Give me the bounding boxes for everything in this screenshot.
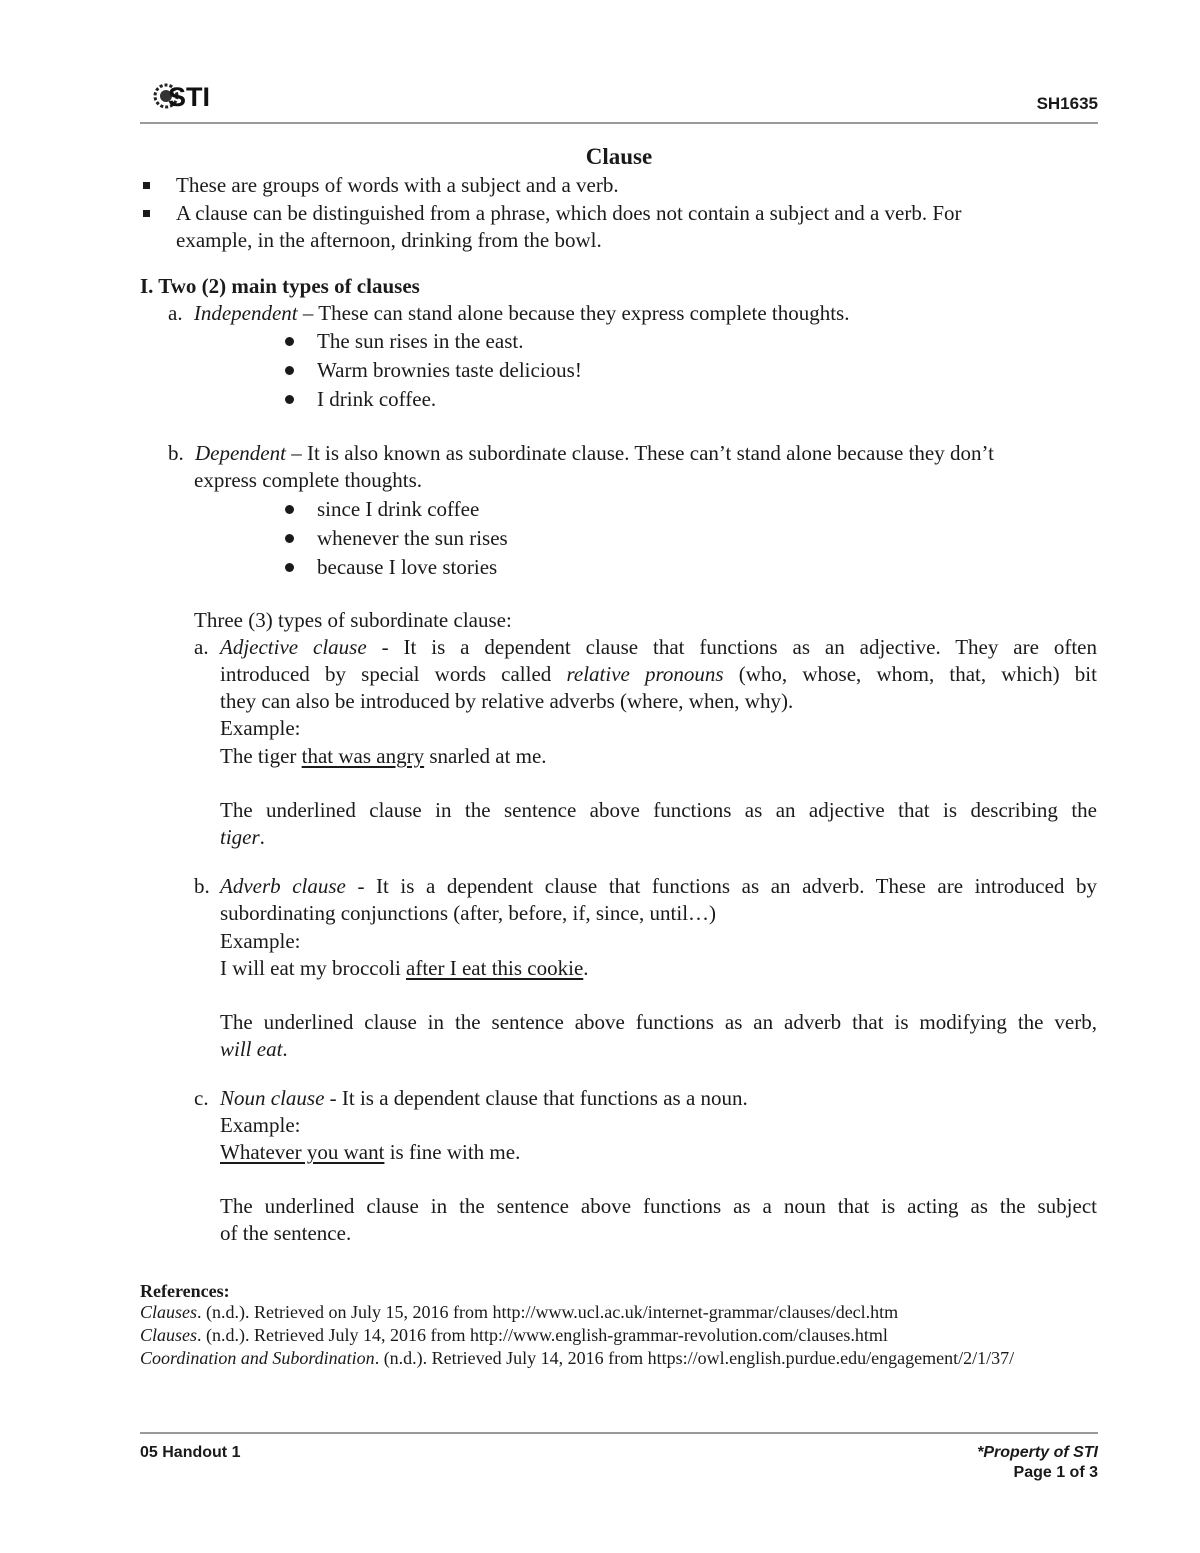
independent-example-2: Warm brownies taste delicious! [317,358,582,382]
bullet-dot-icon [285,563,294,572]
adjective-definition-line3: they can also be introduced by relative adverbs (where, when, why). [220,689,794,713]
list-letter: c. [194,1086,209,1110]
square-bullet-icon [143,182,150,189]
sti-logo [152,78,226,114]
independent-example-1: The sun rises in the east. [317,329,524,353]
adverb-definition-line1: Adverb clause - It is a dependent clause that functions as an adverb. These are introduced by [220,874,1097,898]
subordinate-intro: Three (3) types of subordinate clause: [194,608,512,632]
dependent-example-3: because I love stories [317,555,498,579]
bullet-dot-icon [285,505,294,514]
reference-item: Coordination and Subordination. (n.d.). Retrieved July 14, 2016 from https://owl.english.purdue.edu/engagement/2/1/37/ [140,1348,1015,1368]
dependent-definition [168,440,994,467]
adverb-explanation: The underlined clause in the sentence above functions as an adverb that is modifying the verb, [220,1010,1097,1034]
adjective-definition-line1: Adjective clause - It is a dependent clause that functions as an adjective. They are often [220,635,1097,659]
bullet-dot-icon [285,395,294,404]
term-relative-pronouns: relative pronouns [566,662,724,686]
property-notice: *Property of STI [977,1444,1098,1461]
underlined-clause: after I eat this cookie [406,956,584,980]
svg-text:STI: STI [168,82,211,112]
adjective-explanation: The underlined clause in the sentence above functions as an adjective that is describing the [220,798,1097,822]
bullet-dot-icon [285,337,294,346]
term-adverb-clause: Adverb clause [220,874,346,898]
dependent-desc-cont: express complete thoughts. [194,468,423,492]
footer-divider [140,1432,1098,1434]
reference-item: Clauses. (n.d.). Retrieved July 14, 2016 from http://www.english-grammar-revolution.com/clauses.html [140,1325,888,1345]
bullet-dot-icon [285,534,294,543]
term-dependent: Dependent [195,441,286,465]
intro-bullet-2-cont: example, in the afternoon, drinking from the bowl. [176,228,602,252]
example-label: Example: [220,716,301,740]
page-number: Page 1 of 3 [1013,1464,1098,1481]
noun-explanation-cont: of the sentence. [220,1221,352,1245]
example-label: Example: [220,1113,301,1137]
term-independent: Independent [193,301,298,325]
underlined-clause: Whatever you want [220,1140,385,1164]
adjective-definition-line2: introduced by special words called relative pronouns (who, whose, whom, that, which) bit [220,662,1097,686]
adverb-explanation-cont: will eat. [220,1037,288,1061]
intro-bullet-1: These are groups of words with a subject and a verb. [176,173,619,197]
references-heading: References: [140,1281,230,1301]
term-adjective-clause: Adjective clause [220,635,367,659]
page-title: Clause [585,144,653,169]
dependent-example-1: since I drink coffee [317,497,480,521]
noun-explanation: The underlined clause in the sentence above functions as a noun that is acting as the subject [220,1194,1097,1218]
dependent-example-2: whenever the sun rises [317,526,508,550]
noun-definition: Noun clause - It is a dependent clause that functions as a noun. [220,1086,748,1110]
adjective-example-sentence: The tiger that was angry snarled at me. [220,744,547,768]
adjective-explanation-cont: tiger. [220,825,265,849]
dependent-desc: – It is also known as subordinate clause. These can’t stand alone because they don’t [285,441,994,465]
header-divider [140,122,1098,124]
square-bullet-icon [143,210,150,217]
independent-example-3: I drink coffee. [317,387,437,411]
list-letter: b. [194,874,210,898]
document-code: SH1635 [1036,94,1098,113]
list-letter: a. [168,301,183,325]
noun-example-sentence: Whatever you want is fine with me. [220,1140,521,1164]
bullet-dot-icon [285,366,294,375]
independent-desc: – These can stand alone because they express complete thoughts. [297,301,850,325]
reference-item: Clauses. (n.d.). Retrieved on July 15, 2016 from http://www.ucl.ac.uk/internet-grammar/clauses/decl.htm [140,1302,899,1322]
term-noun-clause: Noun clause [220,1086,325,1110]
independent-definition [168,300,849,327]
list-letter: a. [194,635,209,659]
intro-bullet-2: A clause can be distinguished from a phrase, which does not contain a subject and a verb. For [176,201,962,225]
adverb-example-sentence: I will eat my broccoli after I eat this cookie. [220,956,589,980]
underlined-clause: that was angry [301,744,425,768]
section-heading: I. Two (2) main types of clauses [140,274,420,298]
example-label: Example: [220,929,301,953]
adverb-definition-line2: subordinating conjunctions (after, before, if, since, until…) [220,901,717,925]
handout-label: 05 Handout 1 [140,1444,241,1461]
list-letter: b. [168,441,184,465]
